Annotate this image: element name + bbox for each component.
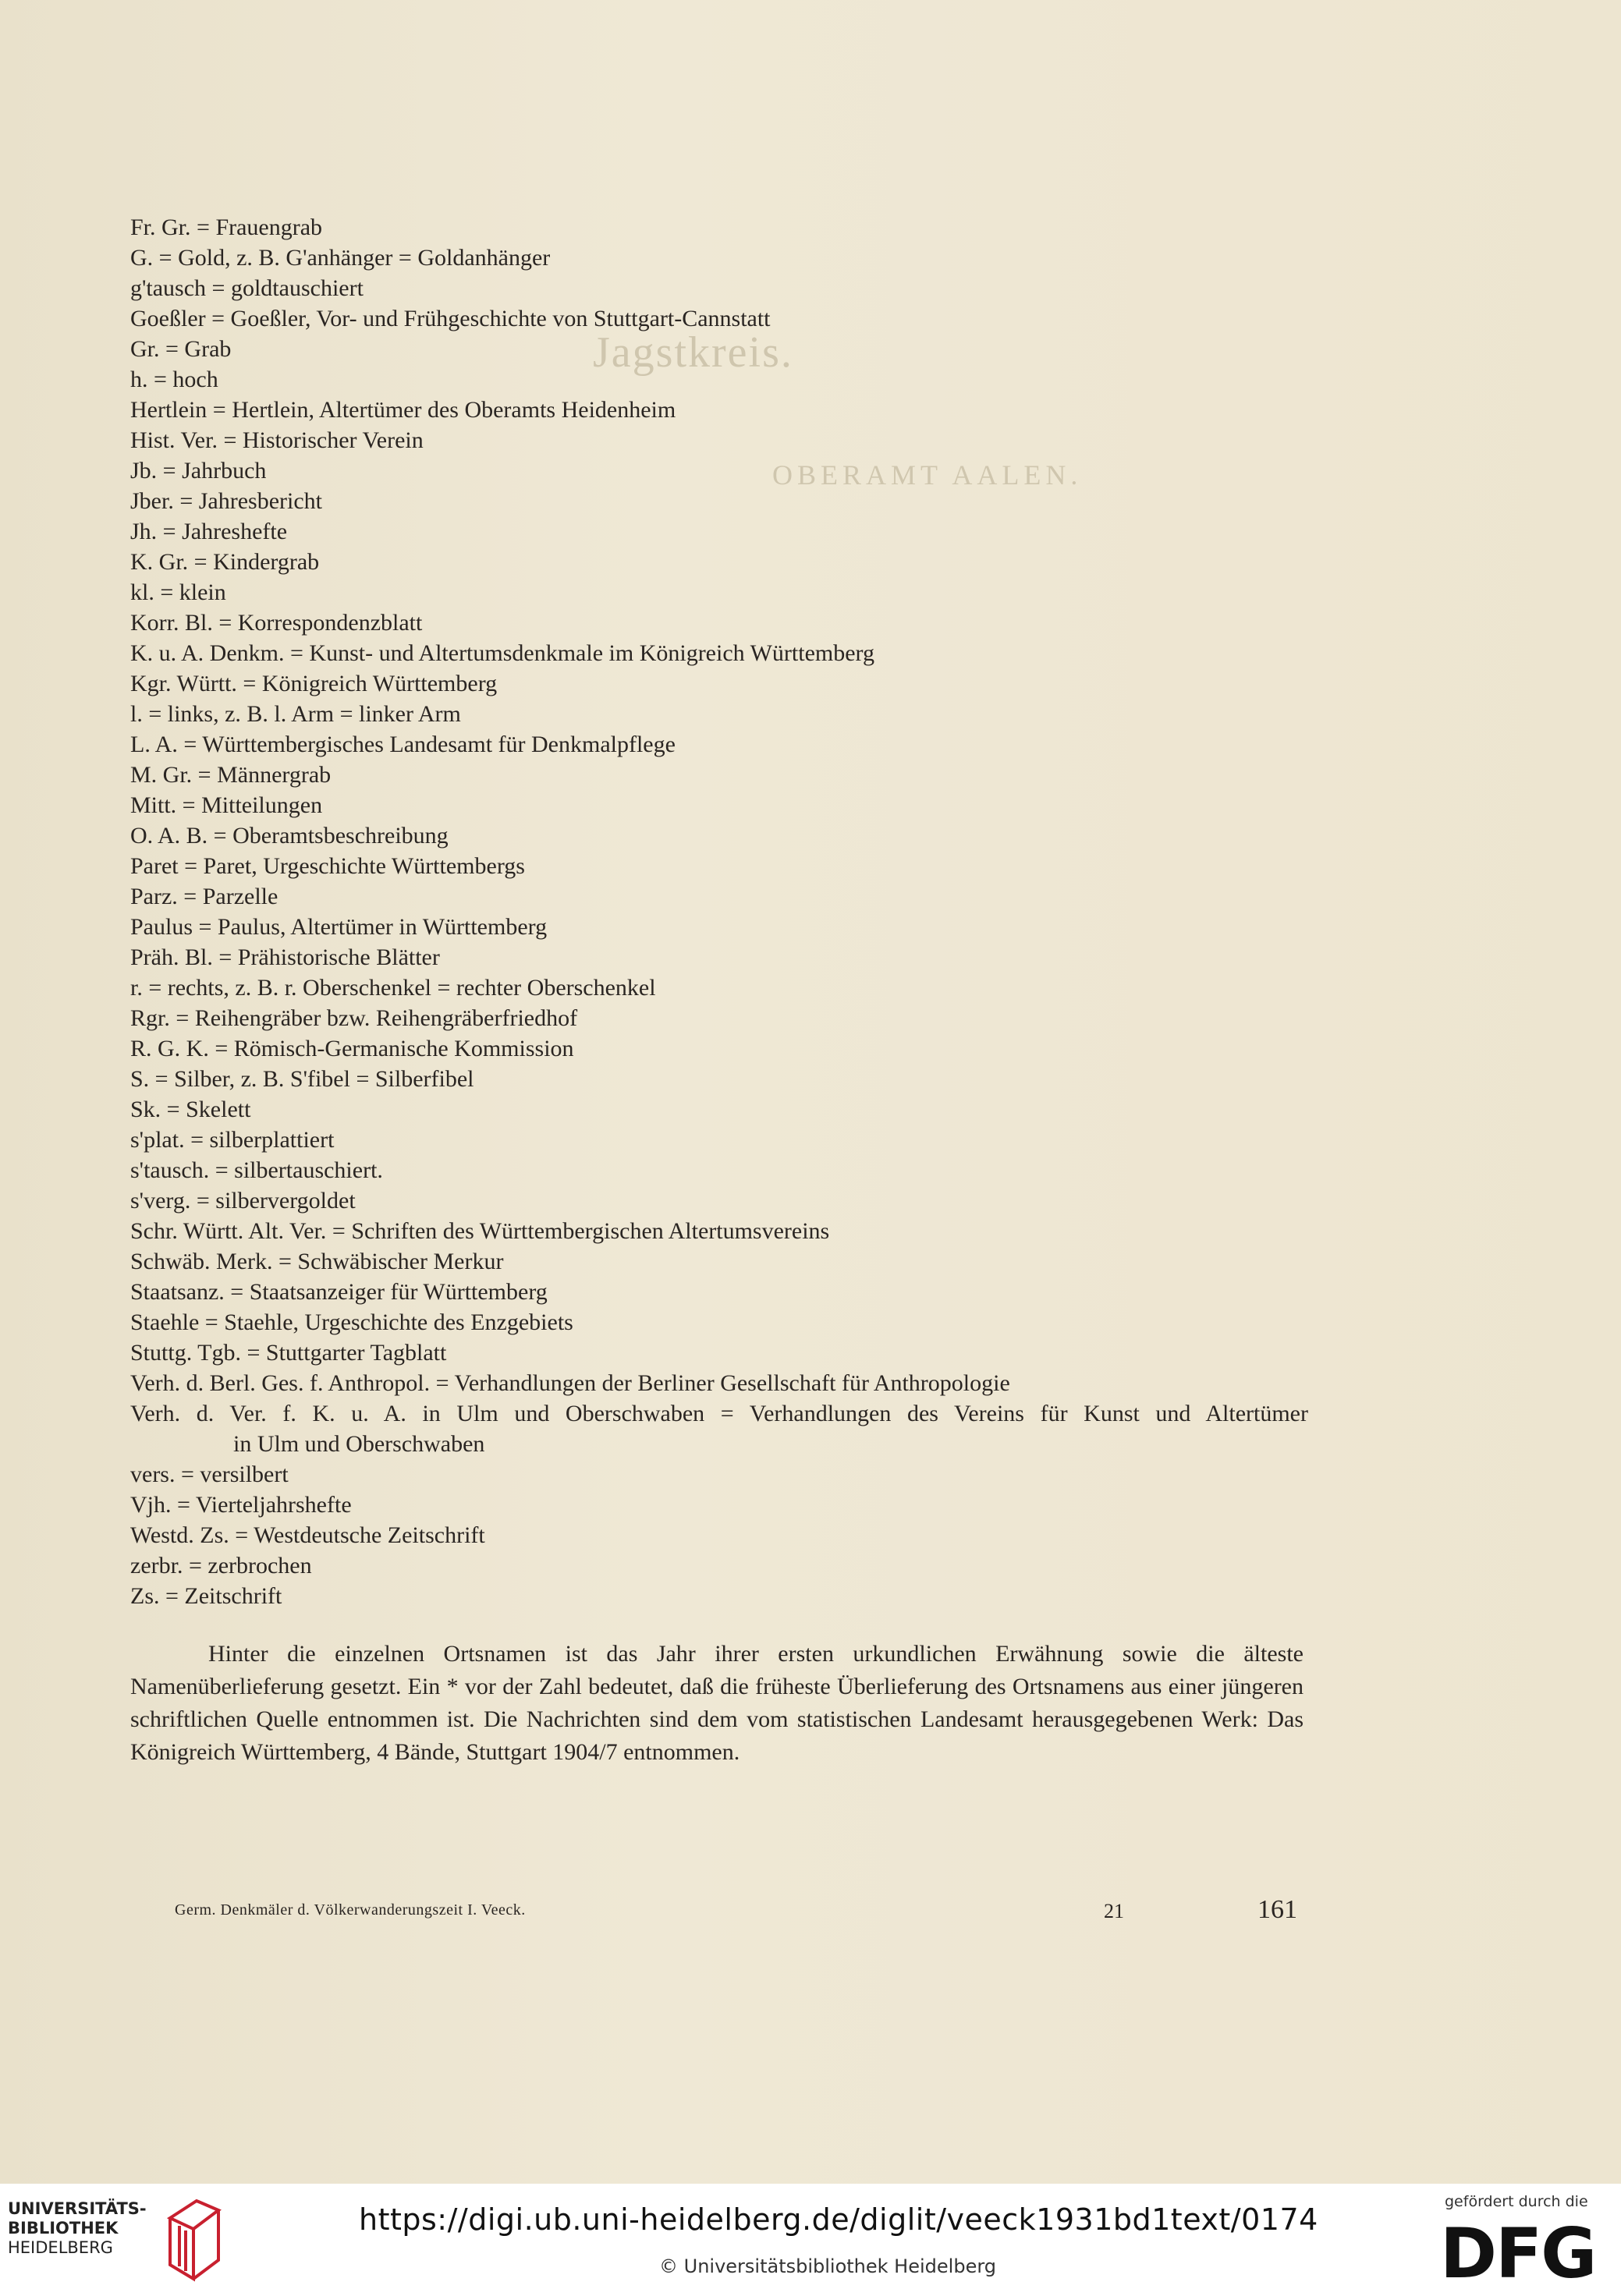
abbreviation-entry: Zs. = Zeitschrift: [130, 1583, 282, 1609]
library-name-line: UNIVERSITÄTS-: [8, 2199, 147, 2218]
abbreviation-entry: R. G. K. = Römisch-Germanische Kommission: [130, 1036, 574, 1061]
abbreviation-entry: Jh. = Jahreshefte: [130, 519, 288, 544]
library-logo-text[interactable]: [8, 2199, 147, 2258]
funding-label: gefördert durch die: [1445, 2193, 1588, 2210]
abbreviation-entry: Westd. Zs. = Westdeutsche Zeitschrift: [130, 1522, 485, 1548]
abbreviation-entry: Stuttg. Tgb. = Stuttgarter Tagblatt: [130, 1340, 447, 1366]
abbreviation-entry: L. A. = Württembergisches Landesamt für Denkmalpflege: [130, 732, 676, 757]
abbreviation-entry: zerbr. = zerbrochen: [130, 1553, 312, 1578]
library-logo-icon[interactable]: [162, 2195, 225, 2282]
viewer-footer-bar: [0, 2184, 1621, 2296]
abbreviation-entry: Rgr. = Reihengräber bzw. Reihengräberfriedhof: [130, 1005, 578, 1031]
copyright-notice: © Universitätsbibliothek Heidelberg: [659, 2255, 997, 2277]
abbreviation-entry: Gr. = Grab: [130, 336, 232, 362]
abbreviation-entry: Goeßler = Goeßler, Vor- und Frühgeschichte von Stuttgart-Cannstatt: [130, 306, 771, 331]
abbreviation-entry: K. u. A. Denkm. = Kunst- und Altertumsdenkmale im Königreich Württemberg: [130, 640, 874, 666]
abbreviation-entry: Staatsanz. = Staatsanzeiger für Württemberg: [130, 1279, 548, 1305]
abbreviation-entry: Sk. = Skelett: [130, 1097, 251, 1122]
abbreviation-entry: Mitt. = Mitteilungen: [130, 792, 323, 818]
abbreviation-entry: s'tausch. = silbertauschiert.: [130, 1157, 383, 1183]
bleed-through-title: Jagstkreis.: [593, 328, 793, 377]
abbreviation-entry: s'verg. = silbervergoldet: [130, 1188, 356, 1214]
abbreviation-entry: l. = links, z. B. l. Arm = linker Arm: [130, 701, 461, 727]
abbreviation-entry: g'tausch = goldtauschiert: [130, 275, 364, 301]
abbreviation-list: [130, 212, 1308, 1611]
abbreviation-entry: K. Gr. = Kindergrab: [130, 549, 320, 575]
abbreviation-entry: vers. = versilbert: [130, 1462, 289, 1487]
abbreviation-entry: S. = Silber, z. B. S'fibel = Silberfibel: [130, 1066, 474, 1092]
bleed-through-heading: OBERAMT AALEN.: [772, 459, 1083, 491]
abbreviation-entry: O. A. B. = Oberamtsbeschreibung: [130, 823, 449, 849]
abbreviation-entry: Schr. Württ. Alt. Ver. = Schriften des Württembergischen Altertumsvereins: [130, 1218, 830, 1244]
abbreviation-entry: Staehle = Staehle, Urgeschichte des Enzgebiets: [130, 1309, 573, 1335]
abbreviation-entry: Paret = Paret, Urgeschichte Württembergs: [130, 853, 525, 879]
abbreviation-entry: M. Gr. = Männergrab: [130, 762, 332, 788]
abbreviation-entry: r. = rechts, z. B. r. Oberschenkel = rechter Oberschenkel: [130, 975, 656, 1001]
dfg-logo-icon[interactable]: [1440, 2216, 1607, 2287]
abbreviation-entry: Schwäb. Merk. = Schwäbischer Merkur: [130, 1249, 504, 1274]
page-number: 161: [1257, 1895, 1297, 1924]
abbreviation-entry: Parz. = Parzelle: [130, 884, 278, 909]
dfg-logo-text: DFG: [1440, 2216, 1596, 2287]
abbreviation-entry: G. = Gold, z. B. G'anhänger = Goldanhänger: [130, 245, 551, 271]
abbreviation-entry: kl. = klein: [130, 579, 226, 605]
abbreviation-entry: s'plat. = silberplattiert: [130, 1127, 335, 1153]
library-name-line: BIBLIOTHEK: [8, 2219, 119, 2238]
signature-mark: 21: [1104, 1900, 1124, 1922]
library-name-line: HEIDELBERG: [8, 2238, 113, 2257]
abbreviation-entry: Jber. = Jahresbericht: [130, 488, 323, 514]
abbreviation-entry: Jb. = Jahrbuch: [130, 458, 267, 484]
intro-paragraph: Hinter die einzelnen Ortsnamen ist das Jahr ihrer ersten urkundlichen Erwähnung sowie die älteste Namenüberlieferung gesetzt. Ein * vor der Zahl bedeutet, daß die früheste Überlieferung des Ortsnamens aus einer jüngeren schriftlichen Quelle entnommen ist. Die Nachrichten sind dem vom statistischen Landesamt herausgegebenen Werk: Das Königreich Württemberg, 4 Bände, Stuttgart 1904/7 entnommen.: [130, 1641, 1304, 1765]
abbreviation-entry: h. = hoch: [130, 367, 218, 392]
abbreviation-entry: Hertlein = Hertlein, Altertümer des Oberamts Heidenheim: [130, 397, 676, 423]
abbreviation-entry: Verh. d. Ver. f. K. u. A. in Ulm und Oberschwaben = Verhandlungen des Vereins für Kunst und Altertümer: [130, 1401, 1308, 1426]
running-footer: Germ. Denkmäler d. Völkerwanderungszeit I. Veeck.: [175, 1901, 526, 1919]
abbreviation-entry: Verh. d. Berl. Ges. f. Anthropol. = Verhandlungen der Berliner Gesellschaft für Anthropologie: [130, 1370, 1010, 1396]
abbreviation-entry: Paulus = Paulus, Altertümer in Württemberg: [130, 914, 548, 940]
abbreviation-entry: Präh. Bl. = Prähistorische Blätter: [130, 944, 440, 970]
abbreviation-entry: Kgr. Württ. = Königreich Württemberg: [130, 671, 498, 696]
permalink-url[interactable]: https://digi.ub.uni-heidelberg.de/diglit/veeck1931bd1text/0174: [359, 2202, 1318, 2237]
abbreviation-entry: Vjh. = Vierteljahrshefte: [130, 1492, 352, 1518]
abbreviation-entry: in Ulm und Oberschwaben: [233, 1431, 485, 1457]
abbreviation-entry: Korr. Bl. = Korrespondenzblatt: [130, 610, 423, 636]
abbreviation-entry: Hist. Ver. = Historischer Verein: [130, 427, 424, 453]
abbreviation-entry: Fr. Gr. = Frauengrab: [130, 214, 323, 240]
